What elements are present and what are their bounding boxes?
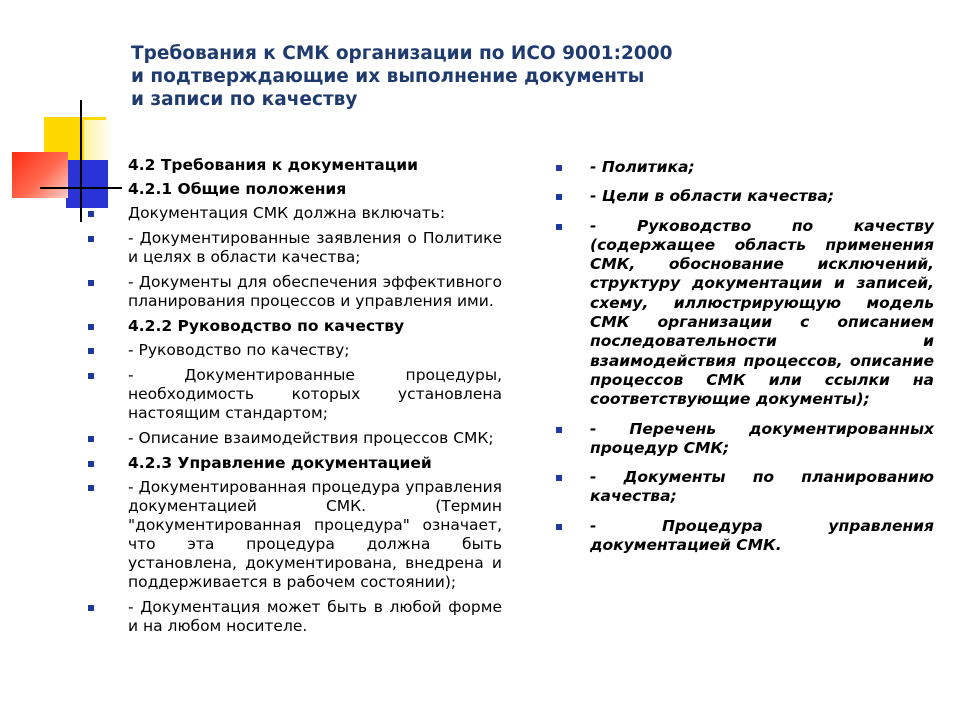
- square-bullet-icon: [88, 461, 94, 467]
- right-list-item-text: - Цели в области качества;: [590, 187, 835, 206]
- left-list-item: [88, 317, 502, 336]
- left-list-item: [88, 229, 502, 267]
- square-bullet-icon: [556, 194, 562, 200]
- right-list-item: [556, 217, 934, 410]
- right-column-list: [556, 158, 934, 565]
- left-column-list: [88, 156, 502, 642]
- square-bullet-icon: [88, 211, 94, 217]
- left-list-item-text: - Документы для обеспечения эффективного планирования процессов и управления ими.: [128, 273, 502, 310]
- square-bullet-icon: [88, 280, 94, 286]
- square-bullet-icon: [556, 475, 562, 481]
- title-line-2: и подтверждающие их выполнение документы: [131, 66, 645, 87]
- left-list-item-text: 4.2 Требования к документации: [128, 156, 418, 174]
- square-bullet-icon: [88, 373, 94, 379]
- title-line-1: Требования к СМК организации по ИСО 9001:2000: [131, 43, 673, 64]
- right-list-item: [556, 468, 934, 507]
- left-list-item-text: - Документированные заявления о Политике и целях в области качества;: [128, 229, 502, 266]
- right-list-item: [556, 517, 934, 556]
- left-list-item-text: 4.2.3 Управление документацией: [128, 454, 432, 472]
- deco-red-square: [12, 152, 68, 198]
- right-list-item: [556, 420, 934, 459]
- right-list-item-text: - Процедура управления документацией СМК.: [590, 516, 934, 555]
- right-list-item-text: - Руководство по качеству (содержащее область применения СМК, обоснование исключений, структуру документации и записей, схему, иллюстрирующую модель СМК организации с описанием последовательности и взаимодействия процессов, описание процессов СМК или ссылки на соответствующие документы);: [590, 216, 934, 409]
- left-list-item: [88, 366, 502, 423]
- left-list-item: [88, 156, 502, 175]
- left-list-item-text: - Документированные процедуры, необходимость которых установлена настоящим стандартом;: [128, 366, 502, 422]
- page-title: [131, 42, 831, 111]
- left-list-item-text: - Описание взаимодействия процессов СМК;: [128, 429, 494, 447]
- left-list-item-text: - Руководство по качеству;: [128, 341, 350, 359]
- square-bullet-icon: [88, 605, 94, 611]
- right-list-item: [556, 187, 934, 206]
- left-list-item: [88, 429, 502, 448]
- left-list-item: [88, 598, 502, 636]
- left-list-item-text: Документация СМК должна включать:: [128, 204, 446, 222]
- square-bullet-icon: [556, 165, 562, 171]
- left-list-item: [88, 478, 502, 592]
- square-bullet-icon: [556, 524, 562, 530]
- square-bullet-icon: [88, 324, 94, 330]
- right-list-item-text: - Документы по планированию качества;: [590, 468, 934, 506]
- left-list-item-text: - Документированная процедура управления документацией СМК. (Термин "документированная процедура" означает, что эта процедура должна быть установлена, документирована, внедрена и поддерживается в рабочем состоянии);: [128, 478, 502, 591]
- left-list-item: [88, 204, 502, 223]
- left-list-item: [88, 273, 502, 311]
- left-list-item: [88, 180, 502, 199]
- deco-light-square: [84, 120, 114, 160]
- left-list-item-text: 4.2.2 Руководство по качеству: [128, 317, 405, 335]
- right-list-item-text: - Перечень документированных процедур СМК;: [590, 419, 934, 457]
- left-list-item-text: - Документация может быть в любой форме и на любом носителе.: [128, 598, 502, 635]
- square-bullet-icon: [88, 436, 94, 442]
- right-list-item: [556, 158, 934, 177]
- square-bullet-icon: [88, 348, 94, 354]
- title-line-3: и записи по качеству: [131, 89, 358, 110]
- square-bullet-icon: [556, 427, 562, 433]
- left-list-item: [88, 454, 502, 473]
- right-list-item-text: - Политика;: [590, 158, 695, 176]
- square-bullet-icon: [556, 224, 562, 230]
- deco-vertical-line: [80, 100, 82, 222]
- left-list-item-text: 4.2.1 Общие положения: [128, 180, 347, 198]
- left-list-item: [88, 341, 502, 360]
- square-bullet-icon: [88, 236, 94, 242]
- square-bullet-icon: [88, 485, 94, 491]
